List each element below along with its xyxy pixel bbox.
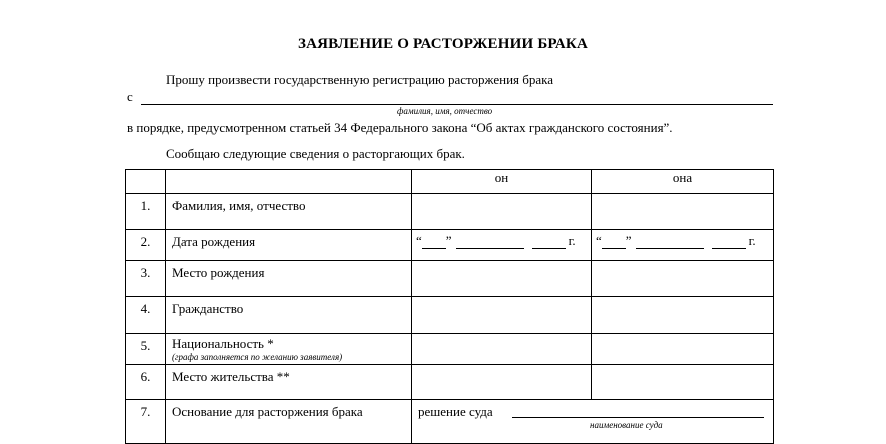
she-birth-place-field[interactable] xyxy=(592,261,774,297)
request-line: Прошу произвести государственную регистрацию расторжения брака xyxy=(166,72,554,87)
row-number: 1. xyxy=(140,198,151,213)
header-he: он xyxy=(412,170,592,194)
he-birth-place-field[interactable] xyxy=(412,261,592,297)
table-row xyxy=(126,365,774,400)
table-row xyxy=(126,297,774,334)
he-citizenship-field[interactable] xyxy=(412,297,592,334)
spouse-info-table xyxy=(125,169,774,444)
row-number: 4. xyxy=(140,301,151,316)
row-number: 7. xyxy=(140,404,151,419)
row-label: Дата рождения xyxy=(172,234,256,249)
with-prefix: с xyxy=(127,89,133,104)
day-blank[interactable] xyxy=(422,236,446,249)
quote-open: “ xyxy=(596,233,602,248)
table-row xyxy=(126,334,774,365)
row-label: Место жительства ** xyxy=(172,369,290,384)
name-underline[interactable] xyxy=(141,104,773,105)
row-label: Основание для расторжения брака xyxy=(172,404,363,419)
year-suffix: г. xyxy=(748,233,756,248)
row-label: Национальность * xyxy=(172,336,274,351)
row-label: Гражданство xyxy=(172,301,244,316)
she-citizenship-field[interactable] xyxy=(592,297,774,334)
name-caption: фамилия, имя, отчество xyxy=(397,106,493,116)
table-header-row xyxy=(126,170,774,194)
he-full-name-field[interactable] xyxy=(412,194,592,230)
header-label-cell xyxy=(166,170,412,194)
header-num-cell xyxy=(126,170,166,194)
she-full-name-field[interactable] xyxy=(592,194,774,230)
optional-note: (графа заполняется по желанию заявителя) xyxy=(172,352,343,362)
table-row xyxy=(126,230,774,261)
court-name-underline[interactable] xyxy=(512,417,764,418)
row-number: 3. xyxy=(140,265,151,280)
divorce-basis-field[interactable] xyxy=(412,400,774,444)
info-line: Сообщаю следующие сведения о расторгающих брак. xyxy=(166,146,465,161)
table-row xyxy=(126,194,774,230)
court-name-caption: наименование суда xyxy=(590,420,663,430)
row-label: Фамилия, имя, отчество xyxy=(172,198,306,213)
row-number: 2. xyxy=(140,234,151,249)
she-birth-date-field[interactable] xyxy=(592,230,774,261)
court-decision-label: решение суда xyxy=(418,404,493,419)
table-row xyxy=(126,400,774,444)
law-line: в порядке, предусмотренном статьей 34 Федерального закона “Об актах гражданского состояния”. xyxy=(127,120,673,135)
year-blank[interactable] xyxy=(532,236,566,249)
year-suffix: г. xyxy=(568,233,576,248)
document-title: ЗАЯВЛЕНИЕ О РАСТОРЖЕНИИ БРАКА xyxy=(297,36,589,52)
header-she: она xyxy=(592,170,774,194)
quote-close: ” xyxy=(625,233,632,248)
she-nationality-field[interactable] xyxy=(592,334,774,365)
he-residence-field[interactable] xyxy=(412,365,592,400)
month-blank[interactable] xyxy=(636,236,704,249)
row-label: Место рождения xyxy=(172,265,265,280)
month-blank[interactable] xyxy=(456,236,524,249)
he-nationality-field[interactable] xyxy=(412,334,592,365)
row-number: 5. xyxy=(140,338,151,353)
table-row xyxy=(126,261,774,297)
she-residence-field[interactable] xyxy=(592,365,774,400)
row-number: 6. xyxy=(140,369,151,384)
quote-close: ” xyxy=(445,233,452,248)
quote-open: “ xyxy=(416,233,422,248)
he-birth-date-field[interactable] xyxy=(412,230,592,261)
year-blank[interactable] xyxy=(712,236,746,249)
day-blank[interactable] xyxy=(602,236,626,249)
